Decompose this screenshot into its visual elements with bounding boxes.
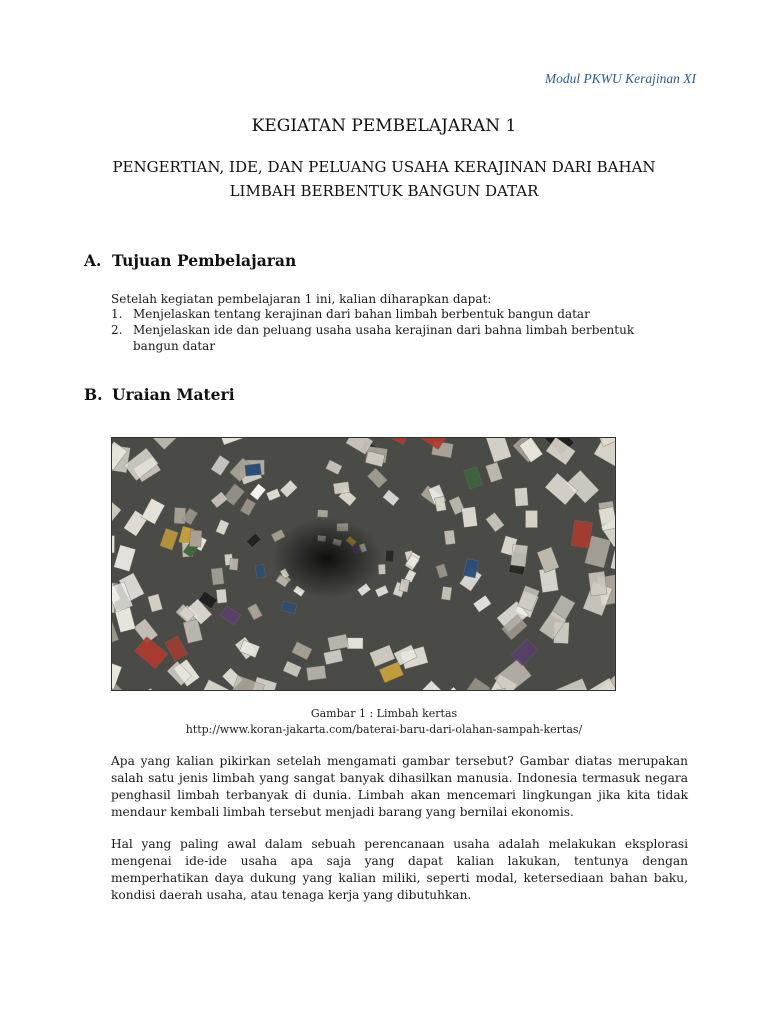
subtitle-line-2: LIMBAH BERBENTUK BANGUN DATAR [229, 182, 539, 200]
objective-item [111, 322, 671, 354]
section-b-heading [84, 385, 235, 404]
waste-paper-photo [111, 437, 616, 691]
figure-source-url: http://www.koran-jakarta.com/baterai-baru-dari-olahan-sampah-kertas/ [185, 723, 583, 736]
objective-text: Menjelaskan ide dan peluang usaha usaha kerajinan dari bahna limbah berbentuk bangun datar [133, 323, 635, 353]
section-b-letter: B. [84, 385, 103, 404]
module-header-note: Modul PKWU Kerajinan XI [544, 71, 696, 86]
figure-caption-title: Gambar 1 : Limbah kertas [310, 707, 458, 720]
objectives-list [111, 306, 671, 354]
body-paragraph-1: Apa yang kalian pikirkan setelah mengamati gambar tersebut? Gambar diatas merupakan salah satu jenis limbah yang sangat banyak dihasilkan manusia. Indonesia termasuk negara penghasil limbah terbanyak di dunia. Limbah akan mencemari lingkungan jika kita tidak mendaur kembali limbah tersebut menjadi barang yang bernilai ekonomis. [111, 754, 688, 819]
subtitle-line-1: PENGERTIAN, IDE, DAN PELUANG USAHA KERAJINAN DARI BAHAN [112, 158, 656, 176]
page-subtitle [100, 155, 668, 203]
body-paragraph-2: Hal yang paling awal dalam sebuah perencanaan usaha adalah melakukan eksplorasi mengenai ide-ide usaha apa saja yang dapat kalian lakukan, tentunya dengan memperhatikan daya dukung yang kalian miliki, seperti modal, ketersediaan bahan baku, kondisi daerah usaha, atau tenaga kerja yang dibutuhkan. [111, 837, 688, 902]
waste-paper-illustration [112, 438, 615, 690]
figure-caption [0, 706, 768, 738]
objective-number: 1. [111, 307, 123, 321]
objective-number: 2. [111, 323, 123, 337]
section-b-title: Uraian Materi [112, 385, 235, 404]
page-title: KEGIATAN PEMBELAJARAN 1 [251, 116, 517, 136]
section-a-heading [84, 251, 296, 270]
section-a-title: Tujuan Pembelajaran [112, 251, 297, 270]
objective-text: Menjelaskan tentang kerajinan dari bahan limbah berbentuk bangun datar [133, 307, 590, 321]
section-a-letter: A. [84, 251, 102, 270]
objective-item [111, 306, 671, 322]
objectives-intro: Setelah kegiatan pembelajaran 1 ini, kalian diharapkan dapat: [111, 292, 492, 306]
